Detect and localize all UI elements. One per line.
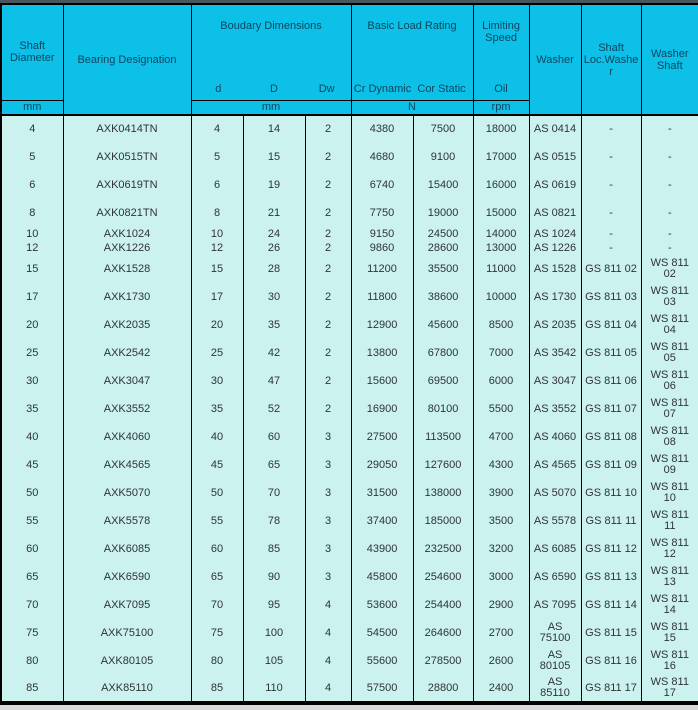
cell-Dw: 2 [305, 199, 351, 227]
table-body [1, 115, 698, 703]
cell-limiting-speed: 3900 [473, 479, 529, 507]
cell-D: 70 [243, 479, 305, 507]
cell-washer-shaft: WS 811 09 [641, 451, 698, 479]
cell-washer-shaft: WS 811 04 [641, 311, 698, 339]
cell-shaft-loc-washer: GS 811 12 [581, 535, 641, 563]
cell-cr-dynamic: 16900 [351, 395, 413, 423]
col-header-shaft-diameter [1, 4, 63, 100]
cell-limiting-speed: 2900 [473, 591, 529, 619]
cell-Dw: 3 [305, 423, 351, 451]
cell-d: 45 [191, 451, 243, 479]
cell-bearing-designation: AXK0515TN [63, 143, 191, 171]
cell-D: 100 [243, 619, 305, 647]
cell-d: 40 [191, 423, 243, 451]
cell-cr-dynamic: 37400 [351, 507, 413, 535]
cell-d: 60 [191, 535, 243, 563]
cell-washer-shaft: - [641, 171, 698, 199]
cell-limiting-speed: 2400 [473, 675, 529, 703]
cell-shaft-loc-washer: - [581, 171, 641, 199]
cell-d: 65 [191, 563, 243, 591]
unit-mm-shaft: mm [1, 100, 63, 115]
cell-shaft-diameter: 20 [1, 311, 63, 339]
cell-bearing-designation: AXK3552 [63, 395, 191, 423]
cell-washer: AS 80105 [529, 647, 581, 675]
cell-cr-dynamic: 11200 [351, 255, 413, 283]
cell-Dw: 2 [305, 311, 351, 339]
cell-D: 35 [243, 311, 305, 339]
cell-d: 25 [191, 339, 243, 367]
table-row [1, 591, 698, 619]
cell-washer: AS 1226 [529, 241, 581, 255]
cell-cor-static: 69500 [413, 367, 473, 395]
cell-shaft-diameter: 17 [1, 283, 63, 311]
cell-washer-shaft: WS 811 10 [641, 479, 698, 507]
washer-label: Washer [536, 53, 574, 66]
table-row [1, 241, 698, 255]
col-header-washer-shaft [641, 4, 698, 115]
cell-washer-shaft: WS 811 15 [641, 619, 698, 647]
cell-cor-static: 113500 [413, 423, 473, 451]
cell-washer-shaft: - [641, 241, 698, 255]
cell-shaft-loc-washer: GS 811 08 [581, 423, 641, 451]
cell-shaft-diameter: 50 [1, 479, 63, 507]
cell-D: 78 [243, 507, 305, 535]
cell-d: 55 [191, 507, 243, 535]
table-row [1, 675, 698, 703]
cell-bearing-designation: AXK0619TN [63, 171, 191, 199]
cell-Dw: 3 [305, 479, 351, 507]
cell-cr-dynamic: 7750 [351, 199, 413, 227]
cell-washer: AS 85110 [529, 675, 581, 703]
cell-washer: AS 5070 [529, 479, 581, 507]
cell-Dw: 2 [305, 339, 351, 367]
col-header-basic-load-rating [351, 4, 473, 100]
cell-Dw: 2 [305, 143, 351, 171]
cell-bearing-designation: AXK1730 [63, 283, 191, 311]
cell-bearing-designation: AXK4565 [63, 451, 191, 479]
cell-shaft-loc-washer: GS 811 15 [581, 619, 641, 647]
cell-shaft-loc-washer: GS 811 17 [581, 675, 641, 703]
cell-d: 35 [191, 395, 243, 423]
table-row [1, 535, 698, 563]
cell-washer: AS 3552 [529, 395, 581, 423]
cell-D: 85 [243, 535, 305, 563]
cell-shaft-diameter: 25 [1, 339, 63, 367]
limiting-speed-label: Limiting Speed [482, 20, 520, 45]
cell-Dw: 2 [305, 241, 351, 255]
cell-washer-shaft: WS 811 17 [641, 675, 698, 703]
cell-D: 19 [243, 171, 305, 199]
cell-bearing-designation: AXK5070 [63, 479, 191, 507]
washer-shaft-label: Washer Shaft [651, 47, 689, 72]
table-row [1, 283, 698, 311]
cell-D: 26 [243, 241, 305, 255]
cell-washer: AS 0821 [529, 199, 581, 227]
cell-shaft-loc-washer: GS 811 16 [581, 647, 641, 675]
cell-shaft-loc-washer: - [581, 227, 641, 241]
cell-limiting-speed: 10000 [473, 283, 529, 311]
cell-shaft-loc-washer: GS 811 11 [581, 507, 641, 535]
cell-shaft-diameter: 30 [1, 367, 63, 395]
cell-cor-static: 38600 [413, 283, 473, 311]
col-header-d: d [215, 83, 222, 96]
cell-washer-shaft: WS 811 11 [641, 507, 698, 535]
cell-washer-shaft: WS 811 14 [641, 591, 698, 619]
cell-Dw: 3 [305, 535, 351, 563]
cell-bearing-designation: AXK1024 [63, 227, 191, 241]
cell-shaft-loc-washer: GS 811 04 [581, 311, 641, 339]
cell-Dw: 2 [305, 367, 351, 395]
cell-d: 30 [191, 367, 243, 395]
cell-limiting-speed: 2600 [473, 647, 529, 675]
cell-cor-static: 15400 [413, 171, 473, 199]
cell-cr-dynamic: 57500 [351, 675, 413, 703]
cell-D: 42 [243, 339, 305, 367]
cell-shaft-diameter: 4 [1, 115, 63, 143]
cell-washer: AS 75100 [529, 619, 581, 647]
cell-d: 6 [191, 171, 243, 199]
cell-cr-dynamic: 4380 [351, 115, 413, 143]
cell-cor-static: 138000 [413, 479, 473, 507]
cell-Dw: 2 [305, 227, 351, 241]
cell-cr-dynamic: 4680 [351, 143, 413, 171]
shaft-diameter-label: Shaft Diameter [9, 40, 55, 65]
cell-cor-static: 264600 [413, 619, 473, 647]
cell-limiting-speed: 13000 [473, 241, 529, 255]
cell-d: 4 [191, 115, 243, 143]
table-row [1, 367, 698, 395]
cell-cor-static: 278500 [413, 647, 473, 675]
cell-shaft-loc-washer: - [581, 199, 641, 227]
cell-cor-static: 232500 [413, 535, 473, 563]
col-header-limiting-speed [473, 4, 529, 100]
cell-cr-dynamic: 55600 [351, 647, 413, 675]
unit-newton: N [351, 100, 473, 115]
table-row [1, 199, 698, 227]
cell-bearing-designation: AXK0821TN [63, 199, 191, 227]
cell-shaft-diameter: 45 [1, 451, 63, 479]
table-row [1, 115, 698, 143]
cell-D: 95 [243, 591, 305, 619]
unit-mm-dims: mm [191, 100, 351, 115]
cell-washer-shaft: WS 811 05 [641, 339, 698, 367]
cell-washer-shaft: WS 811 16 [641, 647, 698, 675]
cell-cor-static: 185000 [413, 507, 473, 535]
cell-D: 110 [243, 675, 305, 703]
cell-washer-shaft: WS 811 12 [641, 535, 698, 563]
cell-washer-shaft: - [641, 227, 698, 241]
cell-Dw: 2 [305, 115, 351, 143]
cell-shaft-diameter: 40 [1, 423, 63, 451]
cell-cr-dynamic: 13800 [351, 339, 413, 367]
cell-cor-static: 28600 [413, 241, 473, 255]
cell-bearing-designation: AXK2542 [63, 339, 191, 367]
table-row [1, 339, 698, 367]
cell-cr-dynamic: 12900 [351, 311, 413, 339]
cell-bearing-designation: AXK4060 [63, 423, 191, 451]
cell-d: 8 [191, 199, 243, 227]
cell-shaft-diameter: 85 [1, 675, 63, 703]
cell-limiting-speed: 3200 [473, 535, 529, 563]
col-header-bearing-designation [63, 4, 191, 115]
cell-d: 10 [191, 227, 243, 241]
cell-cr-dynamic: 9860 [351, 241, 413, 255]
cell-shaft-loc-washer: GS 811 07 [581, 395, 641, 423]
cell-washer: AS 0414 [529, 115, 581, 143]
basic-load-rating-label: Basic Load Rating [367, 20, 457, 33]
cell-washer-shaft: WS 811 03 [641, 283, 698, 311]
cell-D: 65 [243, 451, 305, 479]
header-group-row [1, 4, 698, 100]
cell-bearing-designation: AXK0414TN [63, 115, 191, 143]
cell-bearing-designation: AXK1226 [63, 241, 191, 255]
cell-shaft-diameter: 80 [1, 647, 63, 675]
cell-bearing-designation: AXK6085 [63, 535, 191, 563]
col-header-cor-static: Cor Static [417, 83, 466, 96]
cell-shaft-diameter: 35 [1, 395, 63, 423]
cell-Dw: 4 [305, 647, 351, 675]
cell-bearing-designation: AXK6590 [63, 563, 191, 591]
cell-washer: AS 6590 [529, 563, 581, 591]
cell-d: 70 [191, 591, 243, 619]
cell-limiting-speed: 7000 [473, 339, 529, 367]
cell-washer-shaft: WS 811 06 [641, 367, 698, 395]
cell-limiting-speed: 8500 [473, 311, 529, 339]
cell-shaft-diameter: 15 [1, 255, 63, 283]
cell-bearing-designation: AXK85110 [63, 675, 191, 703]
cell-d: 20 [191, 311, 243, 339]
cell-washer-shaft: WS 811 07 [641, 395, 698, 423]
cell-D: 24 [243, 227, 305, 241]
col-header-D: D [270, 83, 278, 96]
cell-washer: AS 4565 [529, 451, 581, 479]
cell-washer-shaft: WS 811 08 [641, 423, 698, 451]
col-header-boundary-dimensions [191, 4, 351, 100]
cell-shaft-loc-washer: GS 811 03 [581, 283, 641, 311]
cell-shaft-loc-washer: - [581, 143, 641, 171]
cell-limiting-speed: 11000 [473, 255, 529, 283]
cell-d: 80 [191, 647, 243, 675]
cell-bearing-designation: AXK3047 [63, 367, 191, 395]
cell-washer: AS 3542 [529, 339, 581, 367]
cell-D: 90 [243, 563, 305, 591]
cell-bearing-designation: AXK1528 [63, 255, 191, 283]
col-header-shaft-loc-washer [581, 4, 641, 115]
cell-d: 5 [191, 143, 243, 171]
table-row [1, 563, 698, 591]
cell-cr-dynamic: 29050 [351, 451, 413, 479]
cell-shaft-loc-washer: GS 811 06 [581, 367, 641, 395]
cell-washer: AS 0619 [529, 171, 581, 199]
cell-washer-shaft: - [641, 115, 698, 143]
cell-shaft-loc-washer: GS 811 10 [581, 479, 641, 507]
cell-shaft-diameter: 60 [1, 535, 63, 563]
cell-cr-dynamic: 53600 [351, 591, 413, 619]
cell-shaft-diameter: 65 [1, 563, 63, 591]
table-row [1, 479, 698, 507]
cell-bearing-designation: AXK80105 [63, 647, 191, 675]
cell-D: 21 [243, 199, 305, 227]
cell-washer: AS 2035 [529, 311, 581, 339]
cell-bearing-designation: AXK2035 [63, 311, 191, 339]
cell-bearing-designation: AXK7095 [63, 591, 191, 619]
cell-cor-static: 127600 [413, 451, 473, 479]
cell-limiting-speed: 3500 [473, 507, 529, 535]
cell-cr-dynamic: 6740 [351, 171, 413, 199]
cell-shaft-diameter: 8 [1, 199, 63, 227]
cell-washer-shaft: - [641, 143, 698, 171]
cell-shaft-diameter: 10 [1, 227, 63, 241]
cell-d: 85 [191, 675, 243, 703]
cell-D: 47 [243, 367, 305, 395]
bearing-designation-label: Bearing Designation [77, 53, 177, 66]
cell-limiting-speed: 4300 [473, 451, 529, 479]
cell-washer: AS 1024 [529, 227, 581, 241]
cell-shaft-loc-washer: GS 811 14 [581, 591, 641, 619]
cell-limiting-speed: 16000 [473, 171, 529, 199]
cell-Dw: 2 [305, 395, 351, 423]
cell-washer-shaft: WS 811 13 [641, 563, 698, 591]
shaft-loc-washer-label: Shaft Loc.Washer [583, 41, 639, 78]
table-row [1, 311, 698, 339]
cell-washer-shaft: - [641, 199, 698, 227]
cell-d: 50 [191, 479, 243, 507]
cell-D: 30 [243, 283, 305, 311]
cell-D: 14 [243, 115, 305, 143]
cell-washer: AS 5578 [529, 507, 581, 535]
cell-bearing-designation: AXK5578 [63, 507, 191, 535]
cell-cor-static: 254400 [413, 591, 473, 619]
cell-cr-dynamic: 45800 [351, 563, 413, 591]
cell-washer: AS 4060 [529, 423, 581, 451]
cell-cor-static: 254600 [413, 563, 473, 591]
table-row [1, 423, 698, 451]
unit-rpm: rpm [473, 100, 529, 115]
table-row [1, 451, 698, 479]
table-row [1, 171, 698, 199]
table-row [1, 647, 698, 675]
cell-cr-dynamic: 43900 [351, 535, 413, 563]
cell-cor-static: 7500 [413, 115, 473, 143]
table-row [1, 395, 698, 423]
cell-Dw: 2 [305, 283, 351, 311]
col-header-washer [529, 4, 581, 115]
cell-D: 28 [243, 255, 305, 283]
cell-shaft-loc-washer: GS 811 09 [581, 451, 641, 479]
cell-shaft-loc-washer: - [581, 115, 641, 143]
cell-shaft-diameter: 5 [1, 143, 63, 171]
cell-washer: AS 6085 [529, 535, 581, 563]
cell-cor-static: 80100 [413, 395, 473, 423]
cell-washer: AS 7095 [529, 591, 581, 619]
cell-limiting-speed: 2700 [473, 619, 529, 647]
cell-D: 60 [243, 423, 305, 451]
cell-Dw: 2 [305, 255, 351, 283]
table-row [1, 255, 698, 283]
cell-cor-static: 35500 [413, 255, 473, 283]
cell-washer: AS 1730 [529, 283, 581, 311]
cell-cr-dynamic: 9150 [351, 227, 413, 241]
cell-D: 15 [243, 143, 305, 171]
cell-Dw: 3 [305, 563, 351, 591]
cell-limiting-speed: 18000 [473, 115, 529, 143]
cell-cr-dynamic: 31500 [351, 479, 413, 507]
cell-cr-dynamic: 15600 [351, 367, 413, 395]
cell-shaft-diameter: 55 [1, 507, 63, 535]
col-header-Dw: Dw [318, 83, 335, 96]
table-row [1, 507, 698, 535]
col-header-cr-dynamic: Cr Dynamic [353, 83, 412, 96]
cell-shaft-diameter: 70 [1, 591, 63, 619]
cell-cor-static: 45600 [413, 311, 473, 339]
cell-d: 15 [191, 255, 243, 283]
cell-washer: AS 3047 [529, 367, 581, 395]
cell-cr-dynamic: 27500 [351, 423, 413, 451]
cell-Dw: 4 [305, 675, 351, 703]
cell-shaft-diameter: 75 [1, 619, 63, 647]
cell-limiting-speed: 3000 [473, 563, 529, 591]
cell-cor-static: 28800 [413, 675, 473, 703]
cell-cor-static: 24500 [413, 227, 473, 241]
cell-d: 75 [191, 619, 243, 647]
cell-limiting-speed: 15000 [473, 199, 529, 227]
cell-cr-dynamic: 54500 [351, 619, 413, 647]
cell-cr-dynamic: 11800 [351, 283, 413, 311]
cell-washer-shaft: WS 811 02 [641, 255, 698, 283]
cell-cor-static: 9100 [413, 143, 473, 171]
cell-shaft-diameter: 6 [1, 171, 63, 199]
col-header-oil: Oil [494, 83, 508, 96]
cell-limiting-speed: 4700 [473, 423, 529, 451]
table-row [1, 227, 698, 241]
cell-Dw: 2 [305, 171, 351, 199]
cell-shaft-loc-washer: GS 811 05 [581, 339, 641, 367]
cell-shaft-diameter: 12 [1, 241, 63, 255]
cell-shaft-loc-washer: GS 811 02 [581, 255, 641, 283]
table-row [1, 143, 698, 171]
table-row [1, 619, 698, 647]
cell-Dw: 3 [305, 451, 351, 479]
cell-limiting-speed: 14000 [473, 227, 529, 241]
bearing-spec-table [0, 3, 698, 705]
boundary-dimensions-label: Boudary Dimensions [220, 20, 322, 33]
cell-shaft-loc-washer: - [581, 241, 641, 255]
cell-washer: AS 0515 [529, 143, 581, 171]
cell-Dw: 4 [305, 591, 351, 619]
cell-cor-static: 19000 [413, 199, 473, 227]
cell-bearing-designation: AXK75100 [63, 619, 191, 647]
cell-d: 17 [191, 283, 243, 311]
cell-limiting-speed: 5500 [473, 395, 529, 423]
cell-d: 12 [191, 241, 243, 255]
cell-Dw: 4 [305, 619, 351, 647]
cell-limiting-speed: 6000 [473, 367, 529, 395]
cell-shaft-loc-washer: GS 811 13 [581, 563, 641, 591]
cell-Dw: 3 [305, 507, 351, 535]
cell-D: 105 [243, 647, 305, 675]
cell-limiting-speed: 17000 [473, 143, 529, 171]
cell-D: 52 [243, 395, 305, 423]
cell-washer: AS 1528 [529, 255, 581, 283]
table-header [1, 4, 698, 115]
cell-cor-static: 67800 [413, 339, 473, 367]
